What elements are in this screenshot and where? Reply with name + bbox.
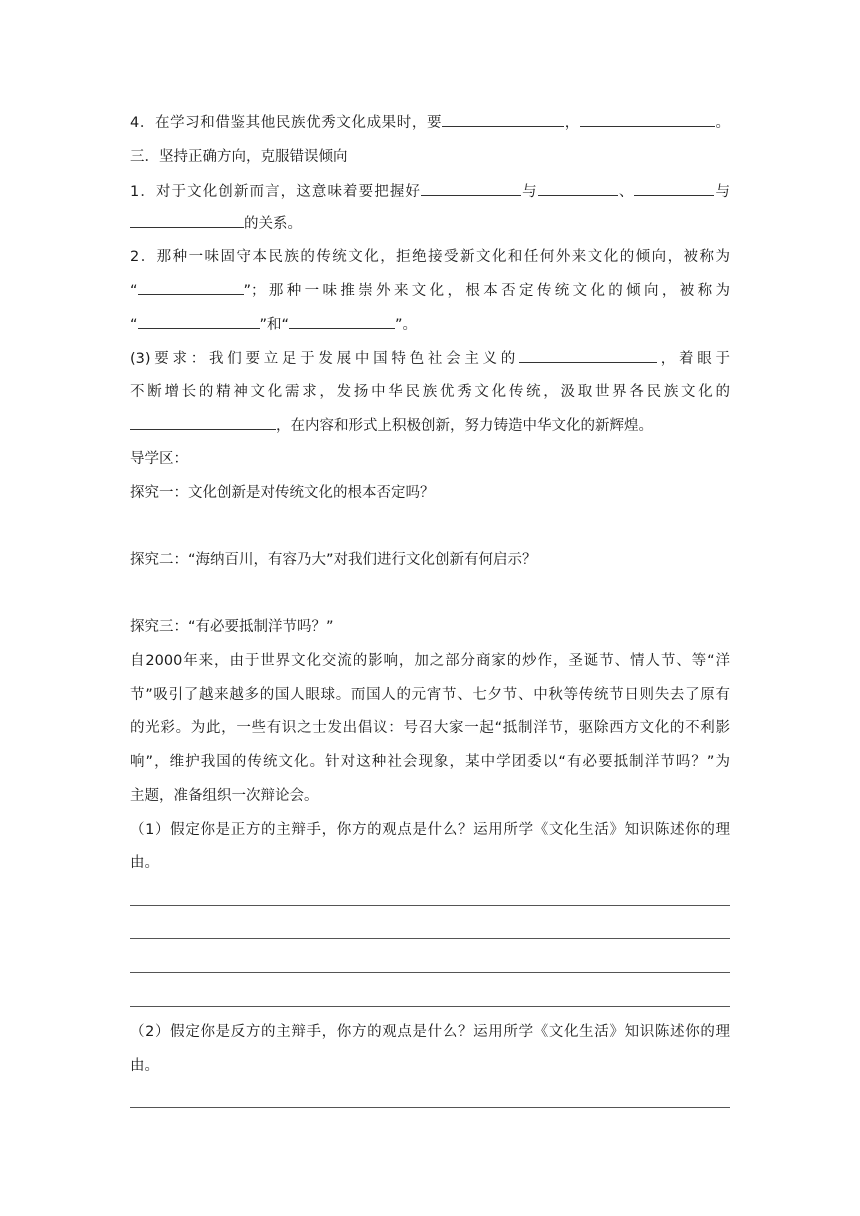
item-3-line-2: 不断增长的精神文化需求，发扬中华民族优秀文化传统，汲取世界各民族文化的	[130, 384, 730, 400]
guide-heading: 导学区：	[130, 451, 188, 467]
separator-text: ，	[564, 115, 580, 131]
section-3-heading: 三．坚持正确方向，克服错误倾向	[130, 149, 348, 165]
question-1-line-1: （1）假定你是正方的主辩手，你方的观点是什么？运用所学《文化生活》知识陈述你的理	[130, 822, 730, 838]
paragraph-line-1: 自2000年来，由于世界文化交流的影响，加之部分商家的炒作，圣诞节、情人节、等“洋	[130, 653, 730, 669]
answer-blank[interactable]	[130, 213, 244, 228]
answer-blank[interactable]	[421, 181, 521, 196]
exploration-3: 探究三：“有必要抵制洋节吗？”	[130, 619, 334, 635]
item-3-line-1	[130, 348, 730, 369]
separator-text: 、	[617, 184, 635, 200]
paragraph-line-2: 节”吸引了越来越多的国人眼球。而国人的元宵节、七夕节、中秋等传统节日则失去了原有	[130, 687, 730, 703]
answer-blank[interactable]	[289, 314, 395, 329]
quote-open: “	[130, 317, 138, 333]
paragraph-line-4: 响”，维护我国的传统文化。针对这种社会现象，某中学团委以“有必要抵制洋节吗？”为	[130, 754, 730, 770]
answer-blank[interactable]	[130, 415, 276, 430]
answer-blank[interactable]	[580, 112, 715, 127]
paragraph-line-5: 主题，准备组织一次辩论会。	[130, 788, 319, 804]
item-3-text-end: ，着眼于	[657, 351, 730, 367]
item-3-line-3	[130, 415, 730, 436]
answer-blank[interactable]	[538, 181, 618, 196]
item-3-text: (3)要求：我们要立足于发展中国特色社会主义的	[130, 351, 520, 367]
answer-line[interactable]	[130, 972, 730, 973]
answer-blank[interactable]	[442, 112, 564, 127]
answer-line[interactable]	[130, 905, 730, 906]
answer-blank[interactable]	[138, 280, 244, 295]
answer-line[interactable]	[130, 1107, 730, 1108]
question-1-line-2: 由。	[130, 855, 159, 871]
period-text: 。	[714, 115, 731, 131]
conjunction-text: 与	[714, 184, 731, 200]
question-2-line-1: （2）假定你是反方的主辩手，你方的观点是什么？运用所学《文化生活》知识陈述你的理	[130, 1024, 730, 1040]
answer-blank[interactable]	[519, 348, 657, 363]
answer-blank[interactable]	[634, 181, 714, 196]
item-1-text: 1．对于文化创新而言，这意味着要把握好	[130, 184, 422, 200]
relation-text: 的关系。	[244, 216, 302, 232]
question-4-line	[130, 112, 730, 133]
quote-open: “	[130, 283, 138, 299]
question-2-line-2: 由。	[130, 1058, 159, 1074]
answer-line[interactable]	[130, 938, 730, 939]
question-4-text: 4．在学习和借鉴其他民族优秀文化成果时，要	[130, 115, 443, 131]
item-2-line-1: 2．那种一味固守本民族的传统文化，拒绝接受新文化和任何外来文化的倾向，被称为	[130, 249, 730, 265]
answer-blank[interactable]	[138, 314, 260, 329]
exploration-1: 探究一：文化创新是对传统文化的根本否定吗？	[130, 485, 435, 501]
conjunction-text: 与	[521, 184, 538, 200]
quote-close: ”。	[395, 317, 418, 333]
item-1-line-2	[130, 213, 730, 234]
item-2-line-3	[130, 314, 730, 335]
answer-line[interactable]	[130, 1006, 730, 1007]
conjunction-text: ”和“	[259, 317, 290, 333]
exploration-2: 探究二：“海纳百川，有容乃大”对我们进行文化创新有何启示？	[130, 552, 537, 568]
item-2-line-2	[130, 280, 730, 301]
paragraph-line-3: 的光彩。为此，一些有识之士发出倡议：号召大家一起“抵制洋节，驱除西方文化的不利影	[130, 720, 730, 736]
item-2-text: ”；那种一味推崇外来文化，根本否定传统文化的倾向，被称为	[243, 283, 730, 299]
item-3-text-end: ，在内容和形式上积极创新，努力铸造中华文化的新辉煌。	[276, 418, 653, 434]
item-1-line-1	[130, 181, 730, 202]
